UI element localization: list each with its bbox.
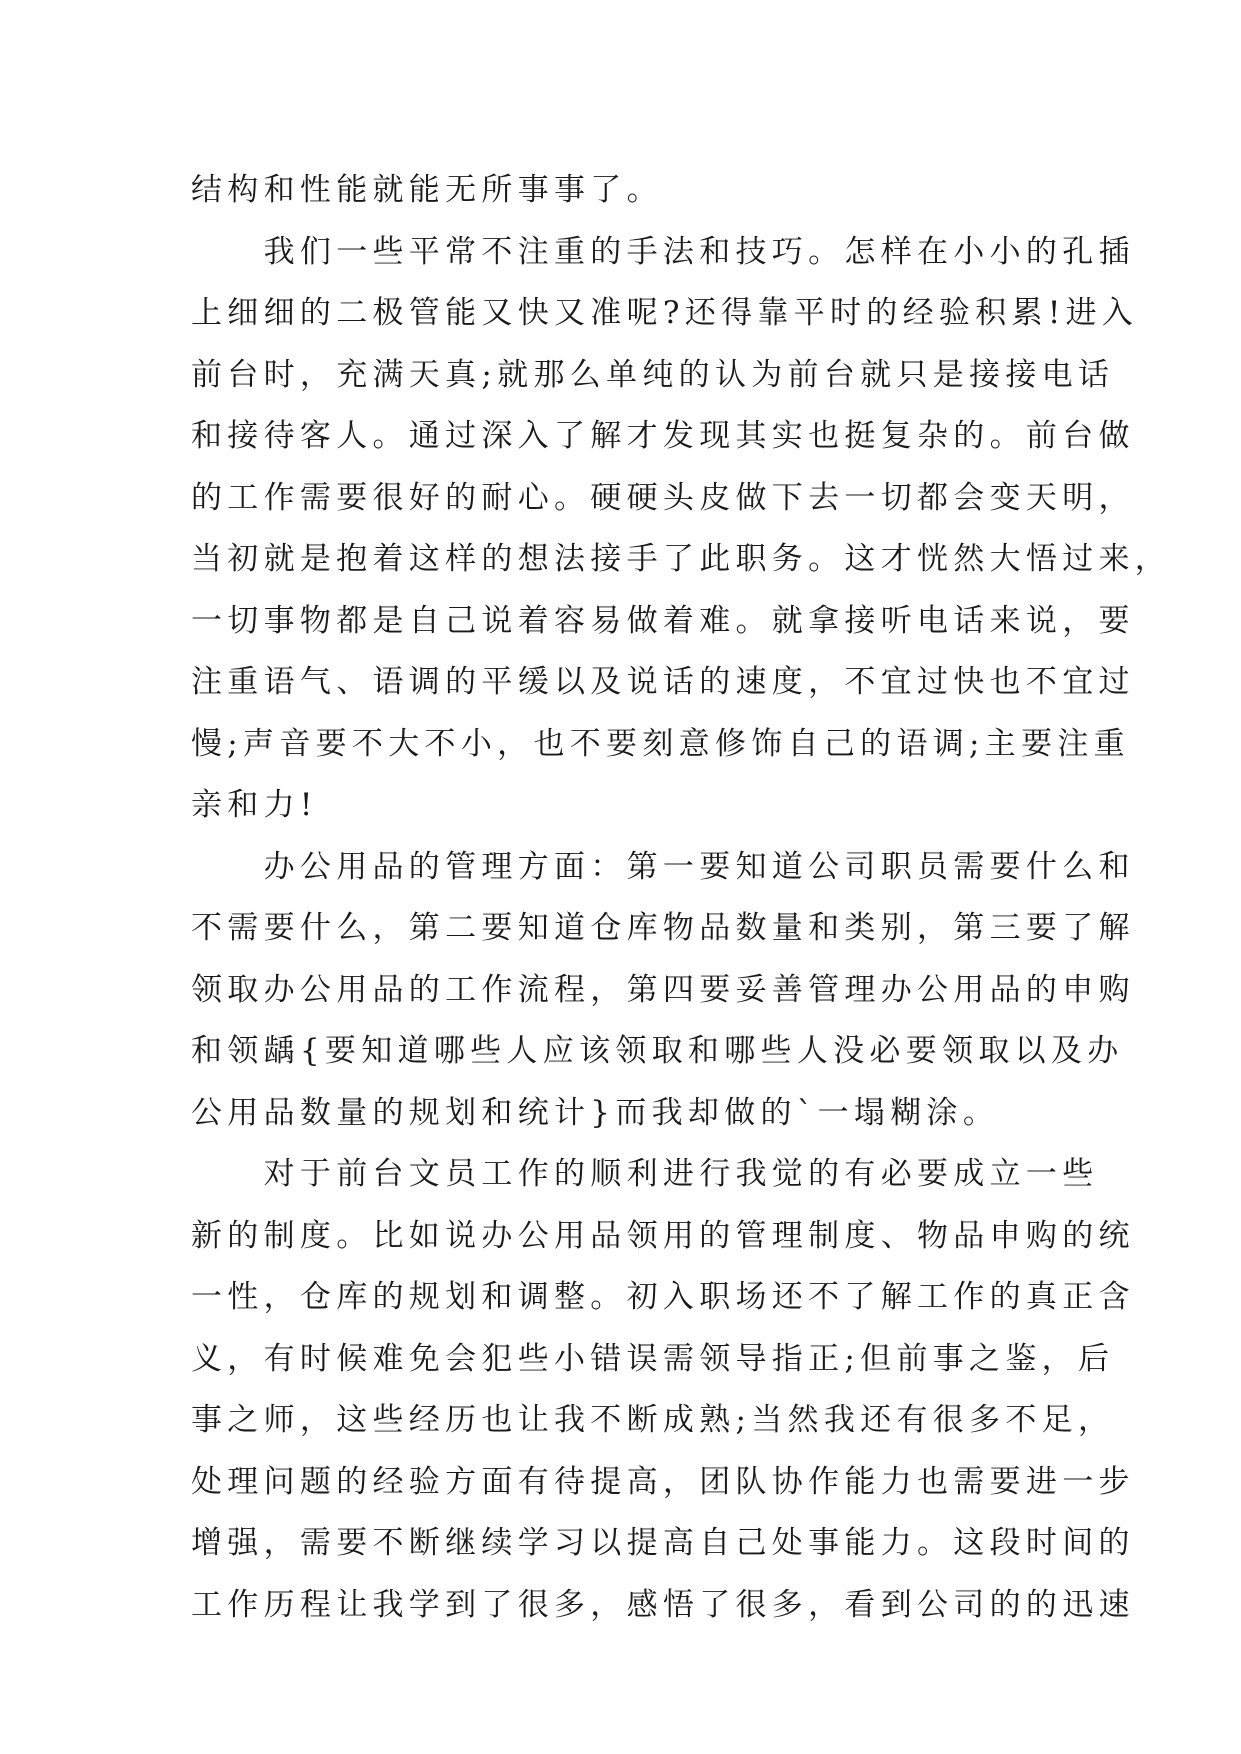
text-line: 对于前台文员工作的顺利进行我觉的有必要成立一些: [191, 1156, 1099, 1192]
text-line: 和领龋{要知道哪些人应该领取和哪些人没必要领取以及办: [191, 1033, 1124, 1069]
text-line: 一切事物都是自己说着容易做着难。就拿接听电话来说，要: [191, 602, 1135, 639]
text-line: 不需要什么，第二要知道仓库物品数量和类别，第三要了解: [191, 910, 1135, 946]
text-line: 和接待客人。通过深入了解才发现其实也挺复杂的。前台做: [191, 418, 1135, 454]
text-line: 当初就是抱着这样的想法接手了此职务。这才恍然大悟过来，: [191, 541, 1172, 577]
text-line: 亲和力!: [191, 787, 318, 823]
text-line: 领取办公用品的工作流程，第四要妥善管理办公用品的申购: [191, 971, 1135, 1008]
text-line: 处理问题的经验方面有待提高，团队协作能力也需要进一步: [191, 1463, 1135, 1500]
text-line: 注重语气、语调的平缓以及说话的速度，不宜过快也不宜过: [191, 664, 1135, 700]
text-line: 一性，仓库的规划和调整。初入职场还不了解工作的真正含: [191, 1279, 1135, 1315]
body-text: [191, 160, 1172, 1636]
text-line: 结构和性能就能无所事事了。: [191, 172, 663, 208]
text-line: 前台时，充满天真;就那么单纯的认为前台就只是接接电话: [191, 356, 1115, 393]
text-line: 公用品数量的规划和统计}而我却做的`一塌糊涂。: [191, 1094, 1000, 1131]
text-line: 慢;声音要不大不小，也不要刻意修饰自己的语调;主要注重: [191, 725, 1130, 762]
text-line: 新的制度。比如说办公用品领用的管理制度、物品申购的统: [191, 1217, 1135, 1254]
text-line: 工作历程让我学到了很多，感悟了很多，看到公司的的迅速: [191, 1586, 1135, 1623]
text-line: 办公用品的管理方面：第一要知道公司职员需要什么和: [191, 848, 1135, 885]
text-line: 事之师，这些经历也让我不断成熟;当然我还有很多不足，: [191, 1402, 1115, 1438]
text-line: 增强，需要不断继续学习以提高自己处事能力。这段时间的: [191, 1525, 1135, 1561]
text-line: 上细细的二极管能又快又准呢?还得靠平时的经验积累!进入: [191, 295, 1139, 331]
text-line: 义，有时候难免会犯些小错误需领导指正;但前事之鉴，后: [191, 1340, 1115, 1377]
text-line: 我们一些平常不注重的手法和技巧。怎样在小小的孔插: [191, 233, 1135, 270]
text-line: 的工作需要很好的耐心。硬硬头皮做下去一切都会变天明，: [191, 479, 1135, 516]
